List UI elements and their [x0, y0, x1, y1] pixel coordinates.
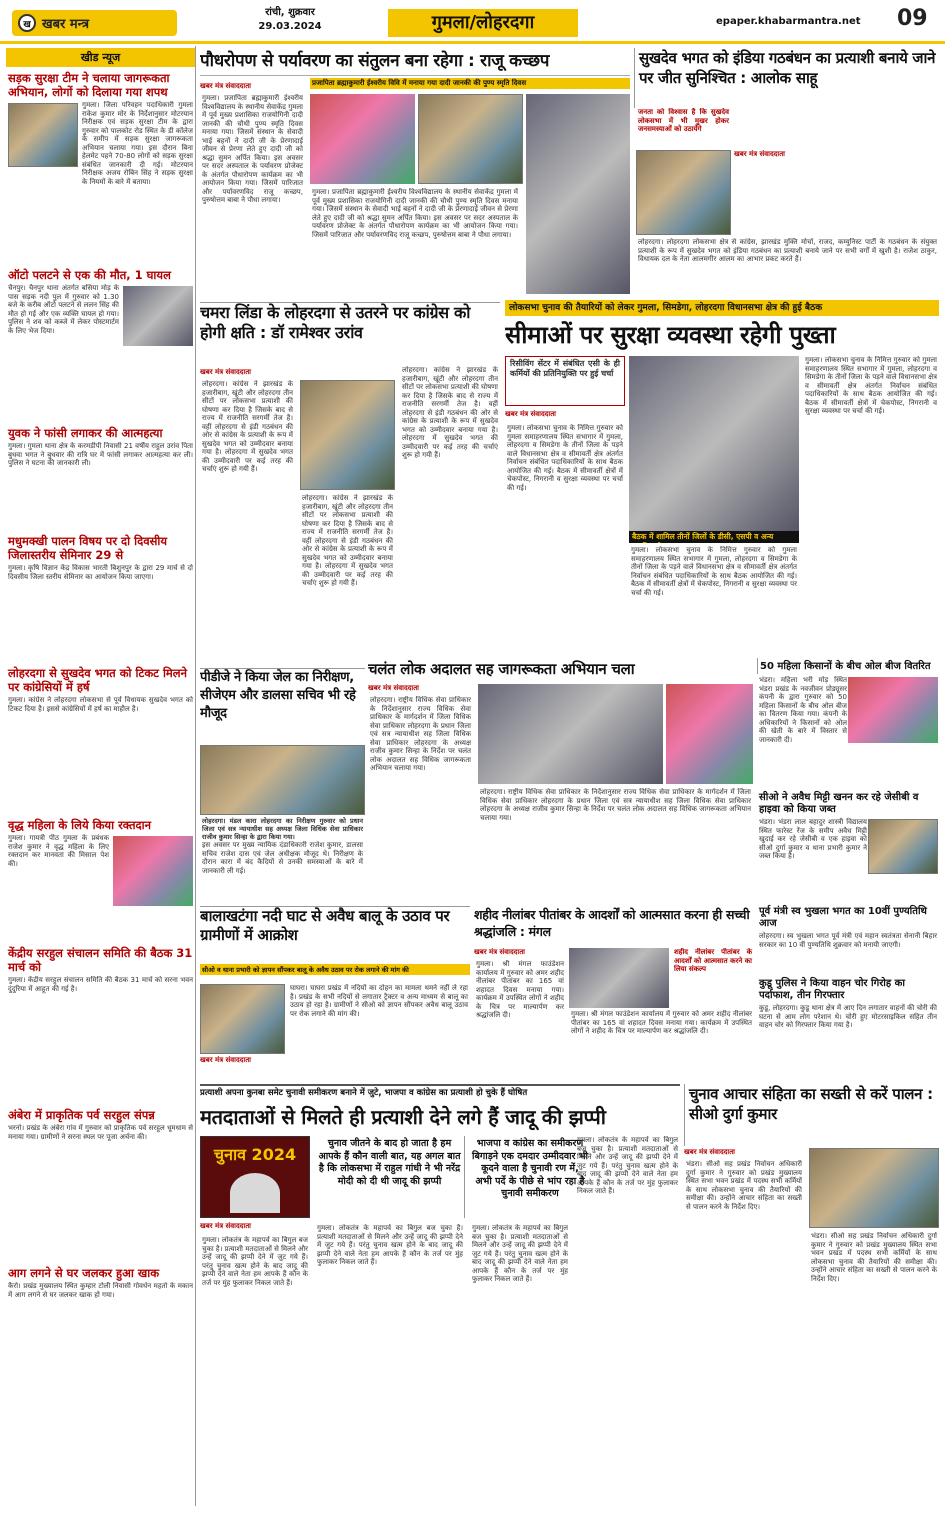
- story-body-col: [368, 696, 473, 900]
- strap-text: लोकसभा चुनाव की तैयारियों को लेकर गुमला, सिमडेगा, लोहरदगा विधानसभा क्षेत्र की हुई बैठक: [509, 303, 823, 313]
- brief-item: [6, 816, 195, 944]
- deck-text: रिसीविंग सेंटर में संबंधित एसी के ही कर्मियों की प्रतिनियुक्ति पर हुई चर्चा: [510, 359, 620, 378]
- story-headline: [200, 48, 630, 76]
- headline: कुडू पुलिस ने किया वाहन चोर गिरोह का पर्दाफाश, तीन गिरफ्तार: [759, 978, 905, 1001]
- pull-quote: [470, 1136, 590, 1218]
- story-body: लोहरदगा। कांग्रेस ने झारखंड के हजारीबाग, खूंटी और लोहरदगा तीन सीटों पर लोकसभा प्रत्याशी की घोषणा कर दिया है जिसके बाद से राज्य में राजनीति सरगर्मी तेज है। वहीं लोहरदगा से इंडी गठबंधन की ओर से कांग्रेस के प्रत्याशी के रूप में सुखदेव भगत को उम्मीदवार बनाया गया है। लोहरदगा में सुखदेव भगत की उम्मीदवारी पर कई तरह की चर्चाएं शुरू हो गयी हैं।: [202, 380, 293, 473]
- headline: पीडीजे ने किया जेल का निरीक्षण, सीजेएम और डालसा सचिव भी रहे मौजूद: [200, 670, 356, 721]
- byline: खबर मंत्र संवाददाता: [474, 948, 525, 956]
- story-headline: [200, 302, 500, 364]
- story-body-col: [505, 424, 625, 654]
- story-body: गुमला। प्रजापिता ब्रह्माकुमारी ईश्वरीय विश्वविद्यालय के स्थानीय सेवाकेंद्र गुमला में पूर्व मुख्य प्रशासिका राजयोगिनी दादी जानकी की चौथी पुण्य स्मृति दिवस मनाया गया। जिसमें संस्थान के सेवादी भाई बहनों ने दादी जी के प्रेरणादाई जीवन से प्रेरणा लेते हुए दादी जी को श्रद्धा सुमन अर्पित किया। इस अवसर पर सदर अस्पताल के पर्यावरण प्रोजेक्ट के अंतर्गत पौधारोपण कार्यक्रम का भी आयोजन किया गया। जिसमें पारिजात और पर्यावरणविद राजू कच्छप, पुरुषोत्तम बाबा ने पौधा लगाया।: [202, 94, 303, 204]
- story-body: लोहरदगा। कांग्रेस ने झारखंड के हजारीबाग, खूंटी और लोहरदगा तीन सीटों पर लोकसभा प्रत्याशी की घोषणा कर दिया है जिसके बाद से राज्य में राजनीति सरगर्मी तेज है। वहीं लोहरदगा से इंडी गठबंधन की ओर से कांग्रेस के प्रत्याशी के रूप में सुखदेव भगत को उम्मीदवार बनाया गया है। लोहरदगा में सुखदेव भगत की उम्मीदवारी पर कई तरह की चर्चाएं शुरू हो गयी हैं।: [302, 494, 393, 587]
- photo: [629, 356, 799, 531]
- callout-text: जनता को विश्वास है कि सुखदेव लोकसभा में भी मुखर होकर जनसमस्याओं को उठायेंगे: [638, 108, 729, 133]
- story-headline: [474, 906, 754, 946]
- strap-band: [200, 1084, 680, 1100]
- photo: [809, 1148, 939, 1228]
- brief-body: चैनपुर। चैनपुर थाना अंतर्गत बसिया मोड़ के पास सड़क नदी पुल में गुरुवार को 1.30 बजे के करीब ऑटो पलटने से ललन सिंह की मौत हो गई और एक व्यक्ति घायल हो गया। पुलिस ने शव को कब्जे में लेकर पोस्टमार्टम के लिए भेज दिया।: [8, 284, 119, 335]
- story-chamra: [200, 366, 500, 666]
- brief-item: [6, 424, 195, 532]
- story-headline: [200, 906, 470, 962]
- date: 29.03.2024: [258, 21, 322, 32]
- brief-headline: मधुमक्खी पालन विषय पर दो दिवसीय जिलास्तरीय सेमिनार 29 से: [8, 534, 168, 562]
- story-headline: [200, 1102, 680, 1134]
- story-body: गुमला। श्री मंगल फाउंडेशन कार्यालय में गुरुवार को अमर शहीद नीलांबर पीतांबर का 165 वां शहादत दिवस मनाया गया। कार्यक्रम में उपस्थित लोगों ने शहीद के चित्र पर माल्यार्पण कर श्रद्धांजलि दी।: [476, 960, 564, 1019]
- story-body-col: [200, 380, 295, 664]
- brief-body: गुमला। गुमला थाना क्षेत्र के करमडीपी निवासी 21 वर्षीय राहुल उरांव पिता बुधवा भगत ने बुधवार की रात्रि घर में फांसी लगाकर आत्महत्या कर ली। पुलिस ने घटना की जानकारी ली।: [8, 442, 193, 467]
- story-body: भंडरा। भंडरा लाल बहादुर शास्त्री विद्यालय स्थित फारेस्ट रेंज के समीप अवैध मिट्टी खुदाई कर रहे जेसीबी व एक हाइवा को सीओ दुर्गा कुमार व थाना प्रभारी कुमार ने जब्त किया है।: [759, 818, 867, 860]
- photo: [478, 684, 663, 784]
- story-body: गुमला। लोकतंत्र के महापर्व का बिगुल बज चुका है। प्रत्याशी मतदाताओं से मिलने और उन्हें जादू की झप्पी देने में जुट गये हैं। परंतु चुनाव खत्म होने के बाद जादू की झप्पी देने वाले नेता हम आपके हैं कौन के तर्ज पर मुंह फुलाकर निकल जाते हैं।: [577, 1136, 678, 1195]
- quote-text: भाजपा व कांग्रेस का समीकरण बिगाड़ने एक दमदार उम्मीदवार भी कूदने वाला है चुनावी रण में, अभी पर्दे के पीछे से भांप रहा है चुनावी समीकरण: [472, 1138, 588, 1199]
- story-bhukhla: [757, 904, 939, 974]
- brief-body: कैरो। प्रखंड मुख्यालय स्थित कुम्हार टोली निवासी गोवर्धन महतो के मकान में आग लगने से घर जलकर खाक हो गया।: [8, 1282, 193, 1299]
- story-body-col: [636, 238, 939, 302]
- photo: [569, 948, 669, 1008]
- poster-image: [200, 1136, 310, 1218]
- headline: सुखदेव भगत को इंडिया गठबंधन का प्रत्याशी बनाये जाने पर जीत सुनिश्चित : आलोक साहू: [639, 49, 936, 87]
- brief-photo: [113, 836, 193, 906]
- story-ol-beej: [757, 676, 939, 788]
- logo-mark-icon: ख: [18, 14, 36, 32]
- photo: [200, 745, 365, 815]
- story-pdj: [200, 745, 365, 905]
- photo: [310, 94, 415, 184]
- headline: पौधरोपण से पर्यावरण का संतुलन बना रहेगा : राजू कच्छप: [200, 51, 550, 71]
- sidebar-briefs: [6, 46, 196, 1506]
- byline: [505, 410, 625, 422]
- masthead: [0, 0, 945, 44]
- story-lok-adalat: [368, 684, 753, 902]
- story-body-col: [200, 1236, 310, 1508]
- story-body: लोहरदगा। राष्ट्रीय विधिक सेवा प्राधिकार के निर्देशानुसार राज्य विधिक सेवा प्राधिकार के मार्गदर्शन में जिला विधिक सेवा प्राधिकार लोहरदगा के प्रधान जिला एवं सत्र न्यायाधीश सह जिला विधिक सेवा प्राधिकार लोहरदगा के अध्यक्ष राजीव कुमार सिन्हा के निर्देश पर चलंत लोक अदालत सह विधिक जागरूकता अभियान चलाया गया।: [370, 696, 471, 772]
- story-headline: [757, 658, 939, 674]
- strap-text: प्रत्याशी अपना कुनबा समेट चुनावी समीकरण बनाने में जुटे, भाजपा व कांग्रेस का प्रत्याशी हो चुके हैं घोषित: [200, 1088, 528, 1098]
- logo-text: खबर मन्त्र: [42, 17, 90, 32]
- photo-caption: [672, 948, 754, 988]
- byline: खबर मंत्र संवाददाता: [200, 82, 251, 90]
- story-body-col: [400, 366, 500, 664]
- headline: चमरा लिंडा के लोहरदगा से उतरने पर कांग्रेस को होगी क्षति : डॉ रामेश्वर उरांव: [200, 303, 471, 342]
- photo: [666, 684, 753, 784]
- quote-text: चुनाव जीतने के बाद हो जाता है हम आपके हैं कौन वाली बात, यह अगल बात है कि लोकसभा में राहुल गांधी ने भी नरेंद्र मोदी को दी थी जादू की झप्पी: [318, 1138, 461, 1187]
- headline: चुनाव आचार संहिता का सख्ती से करें पालन : सीओ दुर्गा कुमार: [689, 1085, 933, 1123]
- photo: [300, 380, 395, 490]
- brief-body: भरनो। प्रखंड के अंबेरा गांव में गुरुवार को प्राकृतिक पर्व सरहुल धूमधाम से मनाया गया। ग्रामीणों ने सरना स्थल पर पूजा अर्चना की।: [8, 1124, 193, 1141]
- story-body: भंडरा। महिला भरी मोड़ स्थित भंडरा प्रखंड के नवजीवन प्रोड्यूसर कंपनी के द्वारा गुरुवार को 50 महिला किसानों के बीच ओल बीज का वितरण किया गया। कंपनी के अधिकारियों ने किसानों को ओल की खेती के बारे में विस्तार से जानकारी दी।: [759, 676, 847, 744]
- story-body: गुमला। लोकसभा चुनाव के निमित्त गुरुवार को गुमला समाहरणालय स्थित सभागार में गुमला, लोहरदगा व सिमडेगा के तीनों जिला के पड़ने वाले विधानसभा क्षेत्र व सीमावर्ती क्षेत्र अंतर्गत निर्वाचन संबंधित पदाधिकारियों के साथ बैठक आयोजित की गई। बैठक में सीमावर्ती क्षेत्रों में चेकपोस्ट, निगरानी व सुरक्षा व्यवस्था पर चर्चा की गई।: [507, 424, 623, 492]
- page-title: गुमला/लोहरदगा: [388, 9, 578, 37]
- brief-body: गुमला। केंद्रीय सरहुल संचालन समिति की बैठक 31 मार्च को सरना भवन दुंदुरिया में आहूत की गई है।: [8, 976, 193, 993]
- callout: [636, 108, 731, 148]
- story-body: गुमला। लोकतंत्र के महापर्व का बिगुल बज चुका है। प्रत्याशी मतदाताओं से मिलने और उन्हें जादू की झप्पी देने में जुट गये हैं। परंतु चुनाव खत्म होने के बाद जादू की झप्पी देने वाले नेता हम आपके हैं कौन के तर्ज पर मुंह फुलाकर निकल जाते हैं।: [317, 1224, 463, 1266]
- byline: [734, 150, 939, 162]
- poster-text: चुनाव 2024: [213, 1145, 297, 1164]
- brief-headline: वृद्ध महिला के लिये किया रक्तदान: [8, 818, 151, 832]
- brief-body: गुमला। कृषि विज्ञान केंद्र विकास भारती बिशुनपुर के द्वारा 29 मार्च से दो दिवसीय जिला स्तरीय सेमिनार का आयोजन किया जाएगा।: [8, 564, 193, 581]
- story-body: भंडरा। सीओ सह प्रखंड निर्वाचन अधिकारी दुर्गा कुमार ने गुरुवार को प्रखंड मुख्यालय स्थित सभा भवन प्रखंड में पदस्थ सभी कर्मियों के साथ लोकसभा चुनाव की तैयारियों की समीक्षा की। उन्होंने आचार संहिता का सख्ती से पालन करने के निर्देश दिए।: [811, 1232, 937, 1283]
- brief-item: [6, 944, 195, 1106]
- brief-headline: ऑटो पलटने से एक की मौत, 1 घायल: [8, 268, 171, 282]
- story-body: लोहरदगा। कांग्रेस ने झारखंड के हजारीबाग, खूंटी और लोहरदगा तीन सीटों पर लोकसभा प्रत्याशी की घोषणा कर दिया है जिसके बाद से राज्य में राजनीति सरगर्मी तेज है। वहीं लोहरदगा से इंडी गठबंधन की ओर से कांग्रेस के प्रत्याशी के रूप में सुखदेव भगत को उम्मीदवार बनाया गया है। लोहरदगा में सुखदेव भगत की उम्मीदवारी पर कई तरह की चर्चाएं शुरू हो गयी हैं।: [402, 366, 498, 459]
- strap-band: [505, 300, 939, 316]
- photo: [200, 984, 285, 1054]
- story-body-col: [575, 1136, 680, 1508]
- brief-headline: युवक ने फांसी लगाकर की आत्महत्या: [8, 426, 163, 440]
- pull-quote: [315, 1136, 465, 1218]
- photo: [868, 819, 938, 874]
- brief-headline: अंबेरा में प्राकृतिक पर्व सरहुल संपन्न: [8, 1108, 155, 1122]
- caption-text: बैठक में शामिल तीनों जिलों के डीसी, एसपी व अन्य: [629, 531, 799, 543]
- brief-body: गुमला। कांग्रेस ने लोहरदगा लोकसभा से पूर्व विधायक सुखदेव भगत को टिकट दिया है। इससे कांग्रेसियों में हर्ष का माहौल है।: [8, 696, 193, 713]
- epaper-link[interactable]: epaper.khabarmantra.net: [716, 16, 861, 27]
- story-balu: [200, 964, 470, 1082]
- brief-item: [6, 1106, 195, 1264]
- photo-caption: लोहरदगा। मंडल कारा लोहरदगा का निरीक्षण गुरुवार को प्रधान जिला एवं सत्र न्यायाधीश सह अध्यक्ष जिला विधिक सेवा प्राधिकार राजीव कुमार सिन्हा के द्वारा किया गया।: [202, 817, 363, 841]
- story-headline: [634, 48, 939, 108]
- story-body: गुमला। लोकतंत्र के महापर्व का बिगुल बज चुका है। प्रत्याशी मतदाताओं से मिलने और उन्हें जादू की झप्पी देने में जुट गये हैं। परंतु चुनाव खत्म होने के बाद जादू की झप्पी देने वाले नेता हम आपके हैं कौन के तर्ज पर मुंह फुलाकर निकल जाते हैं।: [472, 1224, 568, 1283]
- story-body-col: [310, 188, 520, 296]
- photo: [526, 94, 630, 294]
- byline: खबर मंत्र संवाददाता: [200, 368, 251, 376]
- story-body-col: [569, 1010, 754, 1078]
- story-kudu: [757, 976, 939, 1080]
- caption-text: प्रजापिता ब्रह्माकुमारी ईश्वरीय विवि में मनाया गया दादी जानकी की पुण्य स्मृति दिवस: [310, 78, 630, 89]
- story-body: घाघरा। घाघरा प्रखंड में नदियों का दोहन का मामला थमने नहीं ले रहा है। प्रखंड के सभी नदियों से लगातार ट्रैक्टर व अन्य माध्यम से बालू का उठाव हो रहा है। ग्रामीणों ने सीओ को ज्ञापन सौंपकर अवैध बालू उठाव पर रोक लगाने की मांग की।: [290, 984, 468, 1018]
- brief-item: [6, 69, 195, 266]
- story-headline: [684, 1084, 939, 1146]
- brief-photo: [123, 286, 193, 346]
- photo-caption: [310, 78, 630, 92]
- story-jadu-jhappi: [200, 1136, 680, 1510]
- story-body-col: [684, 1160, 804, 1508]
- story-body: कुडू, लोहरदगा। कुडू थाना क्षेत्र में आए दिन लगातार वाहनों की चोरी की घटना से आम लोग परेशान थे। चोरी हुए मोटरसाइकिल सहित तीन वाहन चोर को गिरफ्तार किया गया है।: [759, 1004, 937, 1029]
- brief-headline: सड़क सुरक्षा टीम ने चलाया जागरूकता अभियान, लोगों को दिलाया गया शपथ: [8, 71, 170, 99]
- story-sukhdev: [636, 108, 939, 304]
- story-body-col: [300, 494, 395, 664]
- story-body: गुमला। लोकतंत्र के महापर्व का बिगुल बज चुका है। प्रत्याशी मतदाताओं से मिलने और उन्हें जादू की झप्पी देने में जुट गये हैं। परंतु चुनाव खत्म होने के बाद जादू की झप्पी देने वाले नेता हम आपके हैं कौन के तर्ज पर मुंह फुलाकर निकल जाते हैं।: [202, 1236, 308, 1287]
- story-body-col: [478, 788, 753, 900]
- story-headline: [368, 658, 753, 680]
- story-body: गुमला। लोकसभा चुनाव के निमित्त गुरुवार को गुमला समाहरणालय स्थित सभागार में गुमला, लोहरदगा व सिमडेगा के तीनों जिला के पड़ने वाले विधानसभा क्षेत्र व सीमावर्ती क्षेत्र अंतर्गत निर्वाचन संबंधित पदाधिकारियों के साथ बैठक आयोजित की गई। बैठक में सीमावर्ती क्षेत्रों में चेकपोस्ट, निगरानी व सुरक्षा व्यवस्था पर चर्चा की गई।: [805, 356, 937, 415]
- story-pauthropan: [200, 78, 630, 298]
- story-body-col: [474, 960, 566, 1078]
- brief-headline: आग लगने से घर जलकर हुआ खाक: [8, 1266, 160, 1280]
- byline: खबर मंत्र संवाददाता: [368, 684, 419, 692]
- story-body: लोहरदगा। स्व भुखला भगत पूर्व मंत्री एवं महान स्वतंत्रता सेनानी बिहार सरकार का 10 वीं पुण्यतिथि शुक्रवार को मनायी जाएगी।: [759, 932, 937, 949]
- byline-text: खबर मंत्र संवाददाता: [200, 1222, 251, 1230]
- photo: [848, 677, 938, 743]
- photo-caption: [629, 531, 799, 543]
- story-body: इस अवसर पर मुख्य न्यायिक दंडाधिकारी राजेश कुमार, डालसा सचिव राजेश दास एवं जेल अधीक्षक मौजूद थे। निरीक्षण के दौरान कारा में बंद कैदियों से उनकी समस्याओं के बारे में जानकारी ली गई।: [202, 841, 363, 875]
- headline: सीमाओं पर सुरक्षा व्यवस्था रहेगी पुख्ता: [505, 321, 836, 349]
- brief-item: [6, 1264, 195, 1392]
- dateline: [235, 6, 345, 34]
- headline: बालाखटंगा नदी घाट से अवैध बालू के उठाव पर ग्रामीणों में आक्रोश: [200, 907, 450, 944]
- headline: सीओ ने अवैध मिट्टी खनन कर रहे जेसीबी व हाइवा को किया जब्त: [759, 792, 919, 815]
- story-body-col: [470, 1224, 570, 1508]
- brief-body: गुमला। गायत्री पीठ गुमला के प्रबंधक राजेश कुमार ने वृद्ध महिला के लिए रक्तदान कर मानवता की मिसाल पेश की।: [8, 834, 109, 868]
- photo: [418, 94, 523, 184]
- byline-text: खबर मंत्र संवाददाता: [505, 410, 556, 418]
- story-body: गुमला। लोकसभा चुनाव के निमित्त गुरुवार को गुमला समाहरणालय स्थित सभागार में गुमला, लोहरदगा व सिमडेगा के तीनों जिला के पड़ने वाले विधानसभा क्षेत्र व सीमावर्ती क्षेत्र अंतर्गत निर्वाचन संबंधित पदाधिकारियों के साथ बैठक आयोजित की गई। बैठक में सीमावर्ती क्षेत्रों में चेकपोस्ट, निगरानी व सुरक्षा व्यवस्था पर चर्चा की गई।: [631, 546, 797, 597]
- story-body-col: [315, 1224, 465, 1508]
- story-nilambar: [474, 948, 754, 1080]
- story-body-col: [200, 94, 305, 294]
- byline-text: खबर मंत्र संवाददाता: [734, 150, 785, 158]
- deck: [505, 356, 625, 406]
- story-body: लोहरदगा। राष्ट्रीय विधिक सेवा प्राधिकार के निर्देशानुसार राज्य विधिक सेवा प्राधिकार के मार्गदर्शन में जिला विधिक सेवा प्राधिकार लोहरदगा के प्रधान जिला एवं सत्र न्यायाधीश सह जिला विधिक सेवा प्राधिकार लोहरदगा के अध्यक्ष राजीव कुमार सिन्हा के निर्देश पर चलंत लोक अदालत सह विधिक जागरूकता अभियान चलाया गया।: [480, 788, 751, 822]
- story-body: भंडरा। सीओ सह प्रखंड निर्वाचन अधिकारी दुर्गा कुमार ने गुरुवार को प्रखंड मुख्यालय स्थित सभा भवन प्रखंड में पदस्थ सभी कर्मियों के साथ लोकसभा चुनाव की तैयारियों की समीक्षा की। उन्होंने आचार संहिता का सख्ती से पालन करने के निर्देश दिए।: [686, 1160, 802, 1211]
- section-label: खीड न्यूज: [6, 48, 195, 67]
- headline: मतदाताओं से मिलते ही प्रत्याशी देने लगे हैं जादू की झप्पी: [200, 1105, 606, 1129]
- story-body: गुमला। श्री मंगल फाउंडेशन कार्यालय में गुरुवार को अमर शहीद नीलांबर पीतांबर का 165 वां शहादत दिवस मनाया गया। कार्यक्रम में उपस्थित लोगों ने शहीद के चित्र पर माल्यार्पण कर श्रद्धांजलि दी।: [571, 1010, 752, 1035]
- brief-photo: [8, 103, 78, 167]
- headline: पूर्व मंत्री स्व भुखला भगत का 10वीं पुण्यतिथि आज: [759, 906, 927, 929]
- brief-headline: केंद्रीय सरहुल संचालन समिति की बैठक 31 मार्च को: [8, 946, 193, 974]
- page-number: 09: [897, 6, 928, 31]
- story-body-col: [288, 984, 470, 1080]
- logo[interactable]: [12, 10, 177, 36]
- brief-body: गुमला। जिला परिवहन पदाधिकारी गुमला राकेश कुमार मोर के निर्देशानुसार मोटरयान निरीक्षक एवं सड़क सुरक्षा टीम के द्वारा गुरुवार को पालकोट रोड स्थित के डी कॉलेज के समीप में सड़क सुरक्षा जागरूकता अभियान चलाया गया। इस दौरान बिना हेलमेट पहने 70-80 लोगों को सड़क सुरक्षा संबंधित जानकारी दी गई। मोटरयान निरीक्षक अजय रोबिन सिंह ने सड़क सुरक्षा के नियमों के बारे में बताया।: [82, 101, 193, 186]
- city-day: रांची, शुक्रवार: [265, 7, 315, 18]
- story-body-col: [803, 356, 939, 654]
- brief-item: [6, 532, 195, 664]
- story-body-col: [629, 546, 799, 654]
- story-body: लोहरदगा। लोहरदगा लोकसभा क्षेत्र से कांग्रेस, झारखंड मुक्ति मोर्चा, राजद, कम्युनिस्ट पार्टी के गठबंधन के संयुक्त प्रत्याशी के रूप में सुखदेव भगत को इंडिया गठबंधन का प्रत्याशी बनाये जाने पर सभी वर्गों में खुशी है। राजेश ठाकुर, विधायक दल के नेता आलमगीर आलम का आभार प्रकट करते हैं।: [638, 238, 937, 263]
- byline: खबर मंत्र संवाददाता: [200, 1056, 251, 1064]
- brief-item: [6, 664, 195, 816]
- poster-figure-icon: [230, 1173, 280, 1213]
- brief-item: [6, 266, 195, 424]
- story-headline: [505, 318, 939, 354]
- story-body: गुमला। प्रजापिता ब्रह्माकुमारी ईश्वरीय विश्वविद्यालय के स्थानीय सेवाकेंद्र गुमला में पूर्व मुख्य प्रशासिका राजयोगिनी दादी जानकी की चौथी पुण्य स्मृति दिवस मनाया गया। जिसमें संस्थान के सेवादी भाई बहनों ने दादी जी के प्रेरणादाई जीवन से प्रेरणा लेते हुए दादी जी को श्रद्धा सुमन अर्पित किया। इस अवसर पर सदर अस्पताल के पर्यावरण प्रोजेक्ट के अंतर्गत पौधारोपण कार्यक्रम का भी आयोजन किया गया। जिसमें पारिजात और पर्यावरणविद राजू कच्छप, पुरुषोत्तम बाबा ने पौधा लगाया।: [312, 188, 518, 239]
- story-body-col: [809, 1232, 939, 1508]
- caption-text: शहीद नीलांबर पीतांबर के आदर्शों को आत्मसात करने का लिया संकल्प: [674, 948, 752, 973]
- story-headline: [200, 668, 365, 743]
- headline: 50 महिला किसानों के बीच ओल बीज वितरित: [760, 661, 931, 672]
- story-achar-sanhita: [684, 1148, 939, 1510]
- headline: चलंत लोक अदालत सह जागरूकता अभियान चला: [368, 660, 635, 678]
- headline: शहीद नीलांबर पीतांबर के आदर्शों को आत्मसात करना ही सच्ची श्रद्धांजलि : मंगल: [474, 907, 750, 939]
- byline: खबर मंत्र संवाददाता: [684, 1148, 735, 1156]
- photo: [636, 150, 731, 235]
- brief-headline: लोहरदगा से सुखदेव भगत को टिकट मिलने पर कांग्रेसियों में हर्ष: [8, 666, 187, 694]
- byline: [200, 1222, 310, 1234]
- story-simaon: [505, 356, 939, 656]
- photo-caption: सीओ व थाना प्रभारी को ज्ञापन सौंपकर बालू के अवैध उठाव पर रोक लगाने की मांग की: [200, 964, 470, 975]
- story-jcb: [757, 790, 939, 902]
